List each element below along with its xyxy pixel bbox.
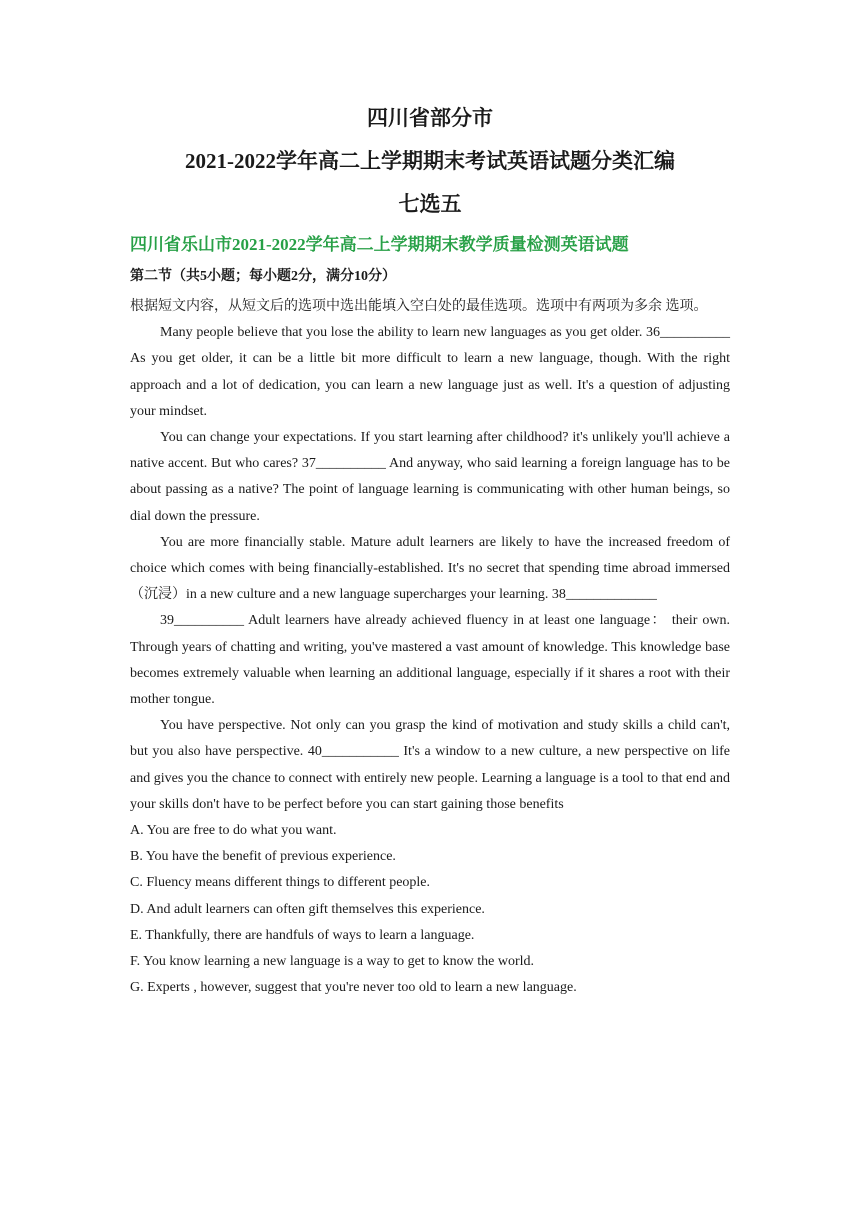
document-title-region: 四川省部分市 (367, 106, 493, 130)
passage-paragraph-4: 39__________ Adult learners have already achieved fluency in at least one language： their own. Through years of chatting and writing, you've mastered a vast amount of knowledge. This knowledge base becomes extremely valuable when learning an additional language, especially if it shares a root with their mother tongue. (130, 613, 730, 708)
passage-paragraph-3: You are more financially stable. Mature adult learners are likely to have the increased freedom of choice which comes with being financially-established. It's no secret that spending time abroad immersed （沉浸）in a new culture and a new language supercharges your learning. 38_____________ (130, 534, 730, 603)
option-c: C. Fluency means different things to different people. (130, 875, 431, 891)
option-a: A. You are free to do what you want. (130, 823, 337, 839)
section-label: 第二节（共5小题；每小题2分，满分10分） (130, 269, 396, 284)
option-d: D. And adult learners can often gift themselves this experience. (130, 901, 485, 917)
passage-paragraph-2: You can change your expectations. If you start learning after childhood? it's unlikely you'll achieve a native accent. But who cares? 37__________ And anyway, who said learning a foreign language has to be about passing as a native? The point of language learning is communicating with other human beings, so dial down the pressure. (130, 430, 730, 524)
document-title-type: 七选五 (398, 192, 462, 216)
option-g: G. Experts , however, suggest that you're never too old to learn a new language. (130, 980, 577, 996)
passage-paragraph-1: Many people believe that you lose the ability to learn new languages as you get older. 36__________ As you get older, it can be a little bit more difficult to learn a new language, though. With the right approach and a lot of dedication, you can learn a new language just as well. It's a question of adjusting your mindset. (130, 325, 730, 419)
instructions: 根据短文内容，从短文后的选项中选出能填入空白处的最佳选项。选项中有两项为多余 选项。 (130, 299, 708, 314)
passage-paragraph-5: You have perspective. Not only can you grasp the kind of motivation and study skills a child can't, but you also have perspective. 40___________ It's a window to a new culture, a new perspective on life and gives you the chance to connect with entirely new people. Learning a language is a tool to that end and your skills don't have to be perfect before you can start gaining those benefits (130, 718, 730, 812)
option-b: B. You have the benefit of previous experience. (130, 849, 396, 865)
option-f: F. You know learning a new language is a way to get to know the world. (130, 954, 535, 970)
exam-source-heading: 四川省乐山市2021-2022学年高二上学期期末教学质量检测英语试题 (130, 235, 629, 254)
answer-options (130, 818, 730, 1001)
document-title-main: 2021-2022学年高二上学期期末考试英语试题分类汇编 (185, 149, 675, 173)
option-e: E. Thankfully, there are handfuls of ways to learn a language. (130, 927, 475, 943)
passage-body (130, 294, 730, 1001)
